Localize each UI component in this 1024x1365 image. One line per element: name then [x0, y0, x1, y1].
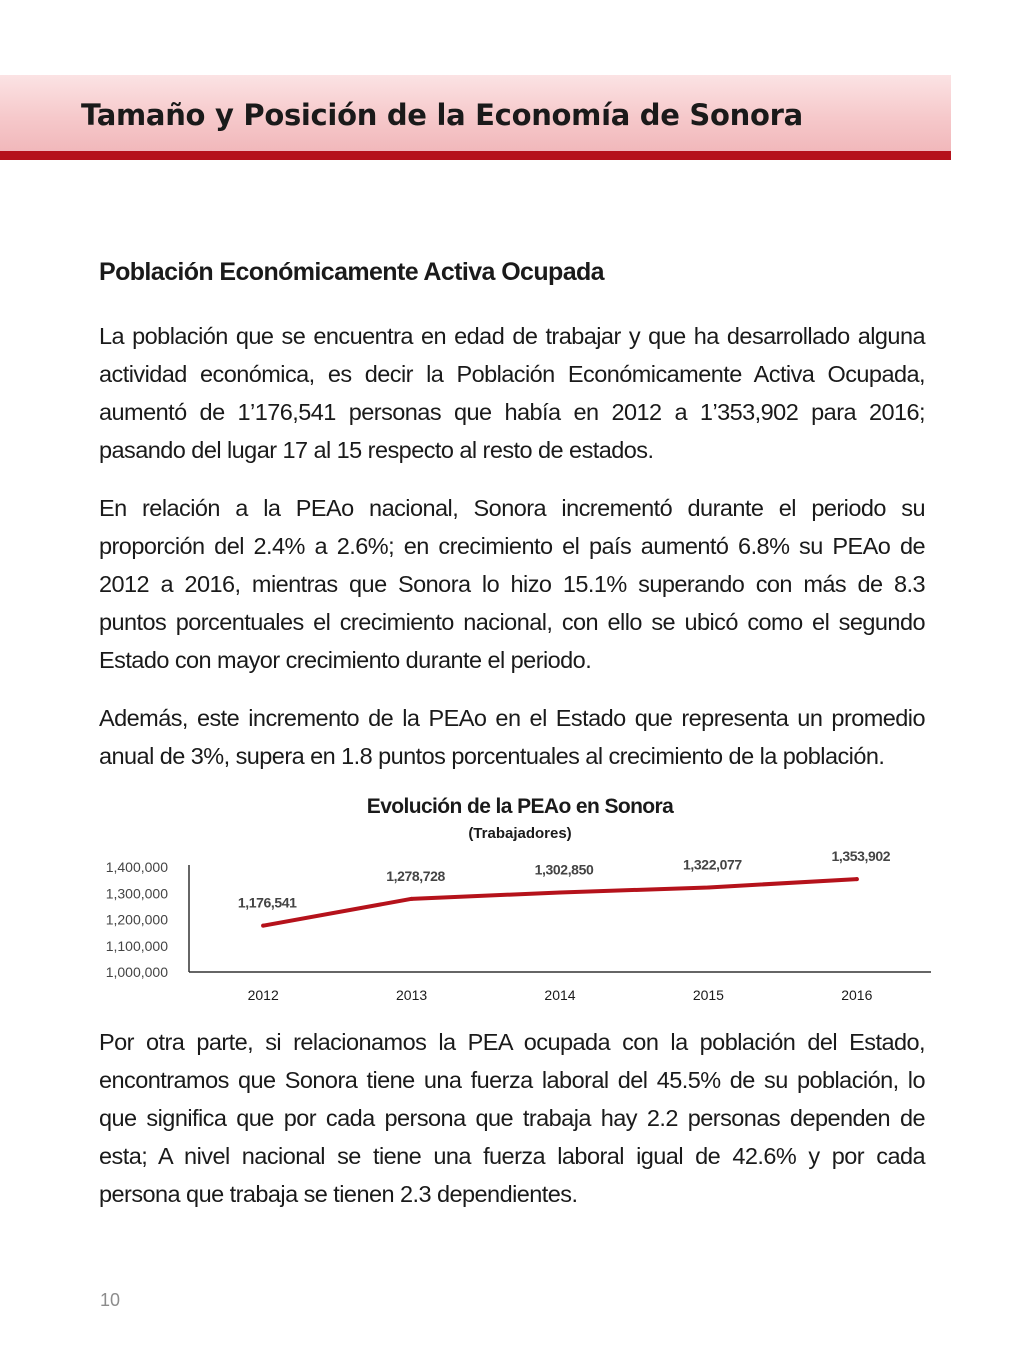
peao-line-chart [80, 840, 950, 1020]
series-line-peao [263, 879, 857, 926]
data-label: 1,302,850 [534, 861, 594, 878]
data-point [261, 924, 265, 928]
paragraph-labor-force: Por otra parte, si relacionamos la PEA ocupada con la población del Estado, encontramos que Sonora tiene una fuerza laboral del 45.5% de su población, lo que significa que por cada persona que trabaja hay 2.2 personas dependen de esta; A nivel nacional se tiene una fuerza laboral igual de 42.6% y por cada persona que trabaja se tienen 2.3 dependientes. [99, 1029, 925, 1207]
paragraph-peao-growth: La población que se encuentra en edad de trabajar y que ha desarrollado alguna actividad económica, es decir la Población Económicamente Activa Ocupada, aumentó de 1’176,541 personas que había en 2012 a 1’353,902 para 2016; pasando del lugar 17 al 15 respecto al resto de estados. [99, 323, 925, 463]
x-tick-label: 2016 [841, 987, 873, 1003]
paragraph-annual-average: Además, este incremento de la PEAo en el Estado que representa un promedio anual de 3%, supera en 1.8 puntos porcentuales al crecimiento de la población. [99, 705, 925, 769]
y-tick-label: 1,400,000 [105, 859, 168, 875]
data-point [706, 885, 710, 889]
x-tick-label: 2015 [692, 987, 724, 1003]
x-tick-label: 2014 [544, 987, 576, 1003]
page-number: 10 [100, 1290, 121, 1310]
data-label: 1,353,902 [831, 848, 891, 865]
data-point [410, 897, 414, 901]
paragraph-national-comparison: En relación a la PEAo nacional, Sonora incrementó durante el periodo su proporción del 2.4% a 2.6%; en crecimiento el país aumentó 6.8% su PEAo de 2012 a 2016, mientras que Sonora lo hizo 15.1% superando con más de 8.3 puntos porcentuales el crecimiento nacional, con ello se ubicó como el segundo Estado con mayor crecimiento durante el periodo. [99, 495, 925, 673]
data-label: 1,322,077 [683, 856, 742, 873]
y-tick-label: 1,100,000 [105, 937, 168, 954]
page-title: Tamaño y Posición de la Economía de Sonora [81, 98, 803, 132]
header-rule [0, 151, 951, 160]
data-label: 1,176,541 [237, 894, 297, 911]
data-label: 1,278,728 [386, 867, 445, 884]
y-tick-label: 1,000,000 [105, 964, 168, 980]
data-point [558, 891, 562, 895]
x-tick-label: 2013 [396, 987, 428, 1003]
x-tick-label: 2012 [247, 987, 279, 1003]
chart-title: Evolución de la PEAo en Sonora [366, 795, 674, 818]
section-heading: Población Económicamente Activa Ocupada [99, 258, 604, 286]
y-tick-label: 1,200,000 [105, 911, 168, 928]
data-point [855, 877, 859, 881]
chart-subtitle: (Trabajadores) [468, 825, 572, 842]
y-tick-label: 1,300,000 [105, 885, 168, 902]
